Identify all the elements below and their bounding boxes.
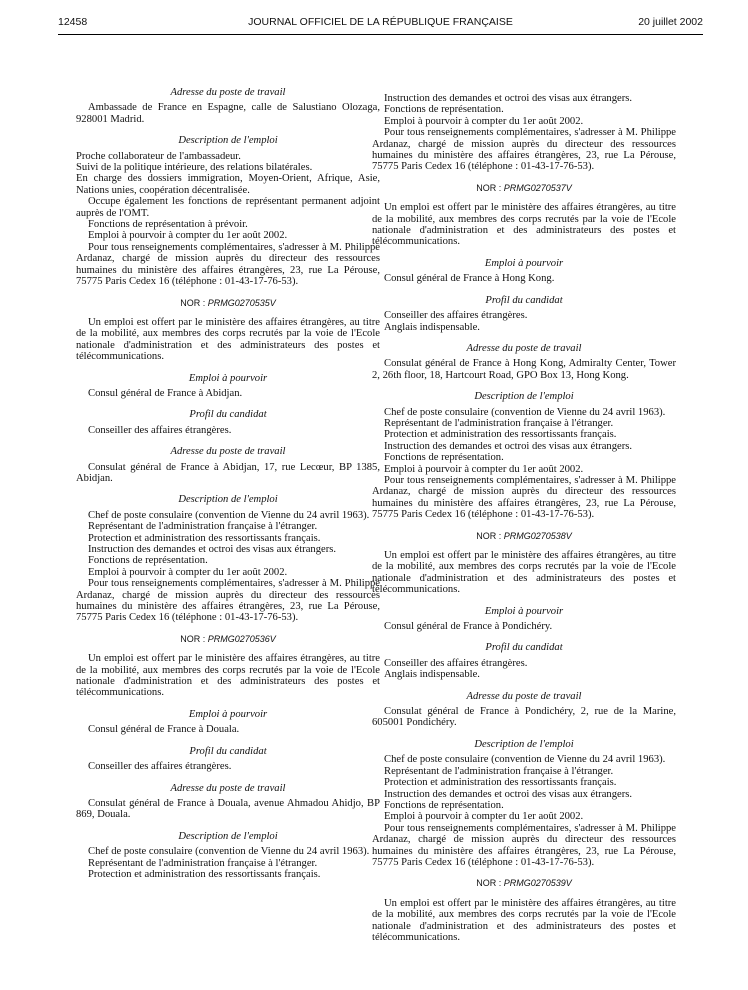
paragraph: Emploi à pourvoir à compter du 1er août 2002. [88, 566, 288, 578]
paragraph: Emploi à pourvoir à compter du 1er août 2002. [384, 463, 584, 475]
paragraph: Consulat général de France à Abidjan, 17, rue Lecœur, BP 1385, Abidjan. [76, 461, 380, 484]
paragraph: Consulat général de France à Douala, avenue Ahmadou Ahidjo, BP 869, Douala. [76, 797, 380, 821]
paragraph: Un emploi est offert par le ministère des affaires étrangères, au titre de la mobilité, aux membres des corps recrutés par la voie de l'Ecole nationale d'administration et des administrateurs des postes et télécommunications. [372, 897, 676, 943]
journal-title: JOURNAL OFFICIEL DE LA RÉPUBLIQUE FRANÇAISE [248, 16, 513, 28]
section-heading: Profil du candidat [189, 409, 267, 421]
nor-reference [76, 634, 380, 645]
nor-reference [76, 298, 380, 309]
paragraph: Pour tous renseignements complémentaires, s'adresser à M. Philippe Ardanaz, chargé de mission auprès du directeur des ressources humaines du ministère des affaires étrangères, 23, rue La Pérouse, 75775 Paris Cedex 16 (téléphone : 01-43-17-76-53). [76, 578, 380, 624]
nor-code: PRMG0270536V [207, 633, 276, 644]
paragraph: Conseiller des affaires étrangères. [88, 424, 232, 436]
paragraph: Chef de poste consulaire (convention de Vienne du 24 avril 1963). [88, 846, 370, 858]
paragraph: Conseiller des affaires étrangères. [88, 761, 232, 773]
paragraph: Instruction des demandes et octroi des visas aux étrangers. [384, 440, 632, 452]
paragraph: Conseiller des affaires étrangères. [384, 657, 528, 669]
paragraph: Consulat général de France à Hong Kong, Admiralty Center, Tower 2, 26th floor, 18, Hartcourt Road, GPO Box 13, Hong Kong. [372, 358, 676, 381]
section-heading: Profil du candidat [485, 294, 563, 306]
section-heading: Description de l'emploi [474, 738, 574, 750]
section-heading: Adresse du poste de travail [170, 87, 286, 98]
paragraph: Protection et administration des ressortissants français. [88, 868, 321, 880]
section-heading: Emploi à pourvoir [188, 708, 268, 720]
section-heading: Emploi à pourvoir [188, 372, 268, 384]
paragraph: Fonctions de représentation. [384, 452, 504, 464]
paragraph: Emploi à pourvoir à compter du 1er août 2002. [384, 811, 584, 823]
paragraph: Pour tous renseignements complémentaires, s'adresser à M. Philippe Ardanaz, chargé de mission auprès du directeur des ressources humaines du ministère des affaires étrangères, 23, rue La Pérouse, 75775 Paris Cedex 16 (téléphone : 01-43-17-76-53). [372, 127, 676, 173]
paragraph: Représentant de l'administration française à l'étranger. [88, 521, 318, 533]
paragraph: Un emploi est offert par le ministère des affaires étrangères, au titre de la mobilité, aux membres des corps recrutés par la voie de l'Ecole nationale d'administration et des administrateurs des postes et télécommunications. [76, 653, 380, 699]
section-heading: Adresse du poste de travail [466, 342, 582, 354]
paragraph: Suivi de la politique intérieure, des relations bilatérales. [76, 162, 313, 174]
nor-label: NOR : [180, 633, 206, 644]
section-heading: Description de l'emploi [474, 391, 574, 403]
section-heading: Adresse du poste de travail [170, 446, 286, 458]
paragraph: Pour tous renseignements complémentaires, s'adresser à M. Philippe Ardanaz, chargé de mission auprès du directeur des ressources humaines du ministère des affaires étrangères, 23, rue La Pérouse, 75775 Paris Cedex 16 (téléphone : 01-43-17-76-53). [372, 474, 676, 521]
paragraph: Protection et administration des ressortissants français. [384, 777, 617, 789]
paragraph: Pour tous renseignements complémentaires, s'adresser à M. Philippe Ardanaz, chargé de mission auprès du directeur des ressources humaines du ministère des affaires étrangères, 23, rue La Pérouse, 75775 Paris Cedex 16 (téléphone : 01-43-17-76-53). [372, 822, 676, 868]
nor-reference [372, 183, 676, 194]
nor-label: NOR : [180, 297, 206, 308]
paragraph: Protection et administration des ressortissants français. [384, 429, 617, 441]
paragraph: Instruction des demandes et octroi des visas aux étrangers. [384, 788, 632, 800]
section-heading: Emploi à pourvoir [484, 257, 564, 269]
paragraph: Un emploi est offert par le ministère des affaires étrangères, au titre de la mobilité, aux membres des corps recrutés par la voie de l'Ecole nationale d'administration et des administrateurs des postes et télécommunications. [372, 550, 676, 596]
paragraph: Anglais indispensable. [384, 669, 480, 681]
paragraph: Chef de poste consulaire (convention de Vienne du 24 avril 1963). [384, 754, 666, 766]
paragraph: Conseiller des affaires étrangères. [384, 310, 528, 322]
paragraph: Emploi à pourvoir à compter du 1er août 2002. [384, 115, 584, 127]
paragraph: Consul général de France à Hong Kong. [384, 273, 555, 285]
page-number: 12458 [58, 16, 88, 28]
section-heading: Adresse du poste de travail [466, 690, 582, 702]
section-heading: Profil du candidat [485, 642, 563, 654]
header-rule [58, 34, 703, 35]
paragraph: Chef de poste consulaire (convention de Vienne du 24 avril 1963). [384, 406, 666, 418]
right-column [372, 93, 676, 943]
nor-code: PRMG0270539V [503, 878, 572, 889]
nor-label: NOR : [476, 530, 502, 541]
paragraph: Instruction des demandes et octroi des visas aux étrangers. [88, 544, 336, 555]
paragraph: Pour tous renseignements complémentaires, s'adresser à M. Philippe Ardanaz, chargé de mission auprès du directeur des ressources humaines du ministère des affaires étrangères, 23, rue La Pérouse, 75775 Paris Cedex 16 (téléphone : 01-43-17-76-53). [76, 241, 380, 288]
paragraph: Représentant de l'administration française à l'étranger. [88, 857, 318, 869]
section-heading: Adresse du poste de travail [170, 782, 286, 794]
paragraph: Consulat général de France à Pondichéry, 2, rue de la Marine, 605001 Pondichéry. [372, 706, 676, 729]
paragraph: Consul général de France à Pondichéry. [384, 621, 553, 633]
section-heading: Description de l'emploi [178, 830, 278, 842]
paragraph: Fonctions de représentation. [88, 555, 208, 567]
nor-reference [372, 531, 676, 542]
paragraph: Protection et administration des ressortissants français. [88, 532, 321, 544]
section-heading: Description de l'emploi [178, 135, 278, 147]
nor-code: PRMG0270538V [503, 530, 572, 541]
paragraph: Un emploi est offert par le ministère des affaires étrangères, au titre de la mobilité, aux membres des corps recrutés par la voie de l'Ecole nationale d'administration et des administrateurs des postes et télécommunications. [76, 316, 380, 363]
nor-code: PRMG0270537V [503, 182, 572, 193]
left-column [76, 87, 380, 880]
section-heading: Description de l'emploi [178, 494, 278, 506]
section-heading: Profil du candidat [189, 745, 267, 757]
paragraph: Chef de poste consulaire (convention de Vienne du 24 avril 1963). [88, 509, 370, 521]
paragraph: Consul général de France à Douala. [88, 724, 240, 736]
section-heading: Emploi à pourvoir [484, 605, 564, 617]
paragraph: Emploi à pourvoir à compter du 1er août 2002. [88, 230, 288, 242]
paragraph: Fonctions de représentation à prévoir. [88, 219, 248, 231]
nor-label: NOR : [476, 878, 502, 889]
paragraph: Un emploi est offert par le ministère des affaires étrangères, au titre de la mobilité, aux membres des corps recrutés par la voie de l'Ecole nationale d'administration et des administrateurs des postes et télécommunications. [372, 202, 676, 248]
paragraph: Proche collaborateur de l'ambassadeur. [76, 150, 241, 162]
nor-label: NOR : [476, 182, 502, 193]
paragraph: Anglais indispensable. [384, 321, 480, 333]
nor-code: PRMG0270535V [207, 297, 276, 308]
page-header [58, 16, 703, 32]
paragraph: Fonctions de représentation. [384, 104, 504, 116]
issue-date: 20 juillet 2002 [638, 16, 703, 28]
paragraph: Instruction des demandes et octroi des visas aux étrangers. [384, 93, 632, 104]
paragraph: Consul général de France à Abidjan. [88, 387, 243, 399]
paragraph: En charge des dossiers immigration, Moyen-Orient, Afrique, Asie, Nations unies, coopération décentralisée. [76, 173, 380, 196]
paragraph: Représentant de l'administration française à l'étranger. [384, 765, 614, 777]
paragraph: Représentant de l'administration française à l'étranger. [384, 417, 614, 429]
paragraph: Ambassade de France en Espagne, calle de Salustiano Olozaga, 928001 Madrid. [76, 102, 380, 125]
paragraph: Fonctions de représentation. [384, 799, 504, 811]
paragraph: Occupe également les fonctions de représentant permanent adjoint auprès de l'OMT. [76, 196, 380, 219]
nor-reference [372, 878, 676, 889]
